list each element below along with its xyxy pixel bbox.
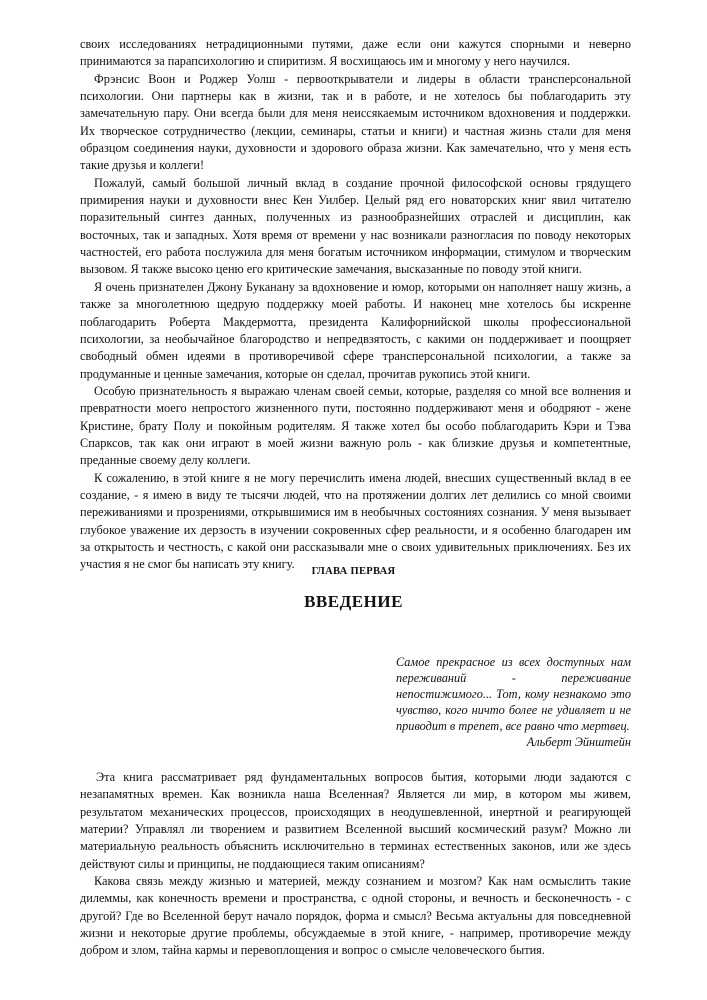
epigraph-author: Альберт Эйнштейн (526, 735, 631, 749)
epigraph-quote: Самое прекрасное из всех доступных нам переживаний - переживание непостижимого... Тот, кому незнакомо это чувство, кого ничто более не удивляет и не приводит в трепет, все равно что мертвец. (396, 655, 631, 733)
paragraph: Эта книга рассматривает ряд фундаментальных вопросов бытия, которыми люди задаются с незапамятных времен. Как возникла наша Вселенная? Является ли мир, в котором мы живем, результатом механических процессов, происходящих в неодушевленной, инертной и реагирующей материи? Управлял ли творением и развитием Вселенной высший космический разум? Можно ли материальную реальность объяснить исключительно в терминах естественных законов, или же здесь действуют силы и принципы, не поддающиеся таким описаниям? (80, 770, 631, 871)
paragraph: Особую признательность я выражаю членам своей семьи, которые, разделяя со мной все волнения и превратности моего непростого жизненного пути, постоянно поддерживают меня и ободряют - жене Кристине, брату Полу и покойным родителям. Я также хотел бы особо поблагодарить Кэри и Тэва Спарксов, так как они играют в моей жизни важную роль - как близкие друзья и компетентные, преданные своему делу коллеги. (80, 383, 631, 468)
paragraph: Фрэнсис Воон и Роджер Уолш - первооткрыватели и лидеры в области трансперсональной психологии. Они партнеры как в жизни, так и в работе, и не хотелось бы поблагодарить эту замечательную пару. Они всегда были для меня неиссякаемым источником вдохновения и поддержки. Их творческое сотрудничество (лекции, семинары, статьи и книги) и частная жизнь стали для меня образцом соединения науки, духовности и здорового образа жизни. Как замечательно, что у меня есть такие друзья и коллеги! (80, 71, 631, 173)
paragraph: Пожалуй, самый большой личный вклад в создание прочной философской основы грядущего примирения науки и духовности внес Кен Уилбер. Целый ряд его новаторских книг явил читателю поразительный синтез данных, полученных из разнообразнейших отраслей и дисциплин, как восточных, так и западных. Хотя время от времени у нас возникали разногласия по поводу некоторых частностей, его работа послужила для меня богатым источником информации, стимулом и творческим вызовом. Я также высоко ценю его критические замечания, высказанные по поводу этой книги. (80, 175, 631, 277)
paragraph: К сожалению, в этой книге я не могу перечислить имена людей, внесших существенный вклад в ее создание, - я имею в виду те тысячи людей, что на протяжении долгих лет делились со мной своими переживаниями и прозрениями, открывшимися им в необычных состояниях сознания. У меня вызывает глубокое уважение их дерзость в изучении сокровенных сфер реальности, и я особенно благодарен им за открытость и честность, с какой они рассказывали мне о своих удивительных приключениях. Без их участия я не смог бы написать эту книгу. (80, 470, 631, 572)
chapter-label: ГЛАВА ПЕРВАЯ (311, 566, 396, 577)
epigraph (396, 654, 631, 750)
paragraph: своих исследованиях нетрадиционными путями, даже если они кажутся спорными и неверно принимаются за парапсихологию и спиритизм. Я восхищаюсь им и многому у него научился. (80, 37, 631, 69)
introduction-text (80, 769, 631, 960)
paragraph: Какова связь между жизнью и материей, между сознанием и мозгом? Как нам осмыслить такие дилеммы, как конечность времени и пространства, с одной стороны, и вечность и бесконечность - с другой? Где во Вселенной берут начало порядок, форма и смысл? Весьма актуальны для повседневной жизни и некоторые другие проблемы, обсуждаемые в этой книге, - например, противоречие между добром и злом, тайна кармы и перевоплощения и вопрос о смысле человеческого бытия. (80, 874, 631, 958)
paragraph: Я очень признателен Джону Буканану за вдохновение и юмор, которыми он наполняет нашу жизнь, а также за многолетнюю щедрую поддержку моей работы. И наконец мне хотелось бы искренне поблагодарить Роберта Макдермотта, президента Калифорнийской школы профессиональной психологии, за необычайное благородство и непредвзятость, с какими он поддерживает и поощряет свободный обмен идеями в противоречивой сфере трансперсональной психологии, а также за продуманные и ценные замечания, которые он сделал, прочитав рукопись этой книги. (80, 279, 631, 381)
chapter-title: ВВЕДЕНИЕ (304, 592, 403, 611)
acknowledgements-text (80, 36, 631, 574)
